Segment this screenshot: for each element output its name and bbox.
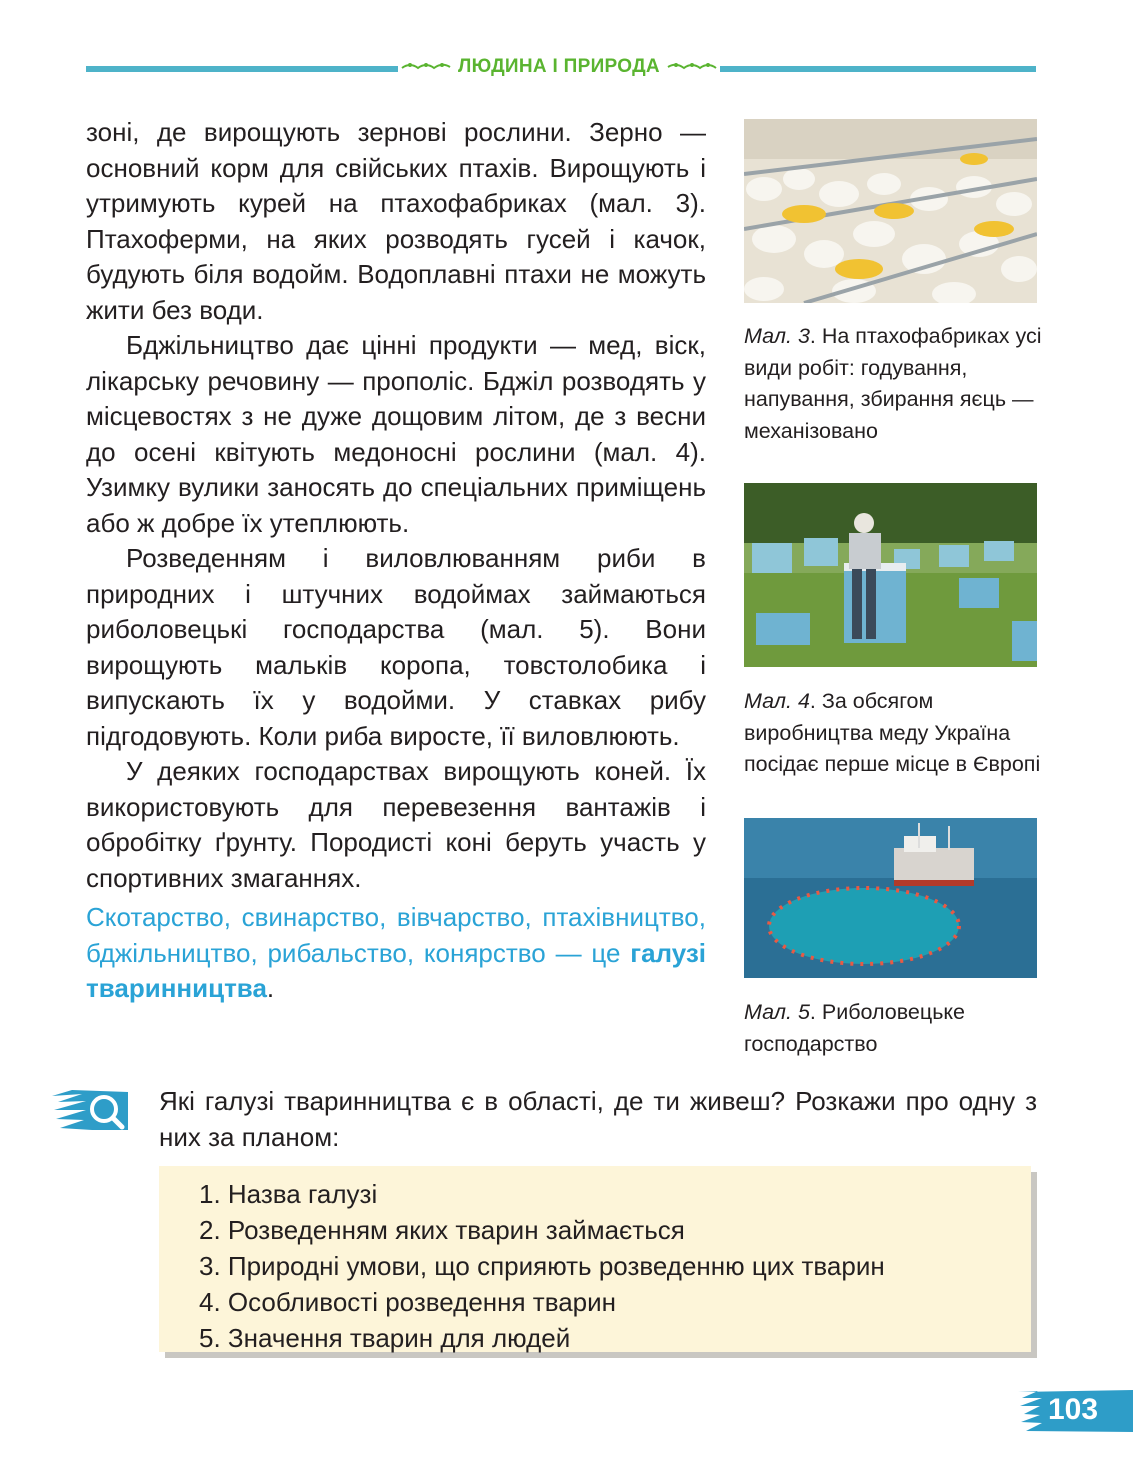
plan-item: 2. Розведенням яких тварин займається	[199, 1215, 685, 1245]
plan-item: 1. Назва галузі	[199, 1179, 378, 1209]
figure-apiary	[744, 483, 1037, 672]
caption-text: . Риболовецьке господарство	[744, 1000, 966, 1056]
figure-fish-farm	[744, 818, 1037, 983]
apiary-photo-icon	[744, 483, 1037, 672]
magnifier-icon	[52, 1086, 134, 1138]
paragraph: Розведенням і виловлюванням риби в природних і штучних водоймах займаються риболовецькі господарства (мал. 5). Вони вирощують мальків коропа, товстолобика і випускають їх у водойми. У ставках рибу підгодовують. Коли риба виросте, її виловлюють.	[86, 543, 706, 751]
plan-item: 3. Природні умови, що сприяють розведенню цих тварин	[199, 1251, 885, 1281]
caption-text: . За обсягом виробництва меду Україна посідає перше місце в Європі	[744, 689, 1041, 776]
definition	[86, 900, 706, 1007]
caption-fig5	[744, 997, 1044, 1060]
fish-farm-photo-icon	[744, 818, 1037, 983]
plan-item: 4. Особливості розведення тварин	[199, 1287, 617, 1317]
caption-fig4	[744, 686, 1044, 781]
definition-term: галузі тваринництва	[86, 937, 706, 1003]
plan-list	[159, 1166, 1031, 1356]
question-text: Які галузі тваринництва є в області, де ти живеш? Розкажи про одну з них за планом:	[159, 1086, 1037, 1152]
paragraph: зоні, де вирощують зернові рослини. Зерно — основний корм для свійських птахів. Вирощують і утримують курей на птахофабриках (мал. 3). Птахоферми, на яких розводять гусей і качок, будують біля водойм. Водоплавні птахи не можуть жити без води.	[86, 117, 706, 325]
paragraph: У деяких господарствах вирощують коней. Їх використовують для перевезення вантажів і обробітку ґрунту. Породисті коні беруть участь у спортивних змаганнях.	[86, 756, 706, 893]
leaf-ornament-left-icon	[400, 61, 452, 73]
caption-label: Мал. 3	[744, 324, 810, 348]
caption-label: Мал. 5	[744, 1000, 810, 1024]
poultry-farm-photo-icon	[744, 119, 1037, 308]
caption-fig3	[744, 321, 1044, 447]
paragraph: Бджільництво дає цінні продукти — мед, віск, лікарську речовину — прополіс. Бджіл розводять у місцевостях з не дуже дощовим літом, де з весни до осені квітують медоносні рослини (мал. 4). Узимку вулики заносять до спеціальних приміщень або ж добре їх утеплюють.	[86, 330, 706, 538]
leaf-ornament-right-icon	[666, 61, 718, 73]
figure-poultry	[744, 119, 1037, 308]
header-rule-left	[86, 66, 398, 72]
header-rule-right	[720, 66, 1036, 72]
main-text	[86, 115, 706, 1007]
page-number	[1018, 1386, 1133, 1438]
header	[398, 56, 720, 78]
section-title: ЛЮДИНА І ПРИРОДА	[458, 56, 660, 77]
plan-item: 5. Значення тварин для людей	[199, 1323, 571, 1353]
definition-end: .	[266, 973, 275, 1003]
definition-text: Скотарство, свинарство, вівчарство, птахівництво, бджільництво, рибальство, конярство — це	[86, 902, 706, 968]
plan-box	[159, 1166, 1031, 1352]
caption-label: Мал. 4	[744, 689, 810, 713]
caption-text: . На птахофабриках усі види робіт: годування, напування, збирання яєць — механізовано	[744, 324, 1042, 443]
page-number-text: 103	[1048, 1393, 1099, 1426]
